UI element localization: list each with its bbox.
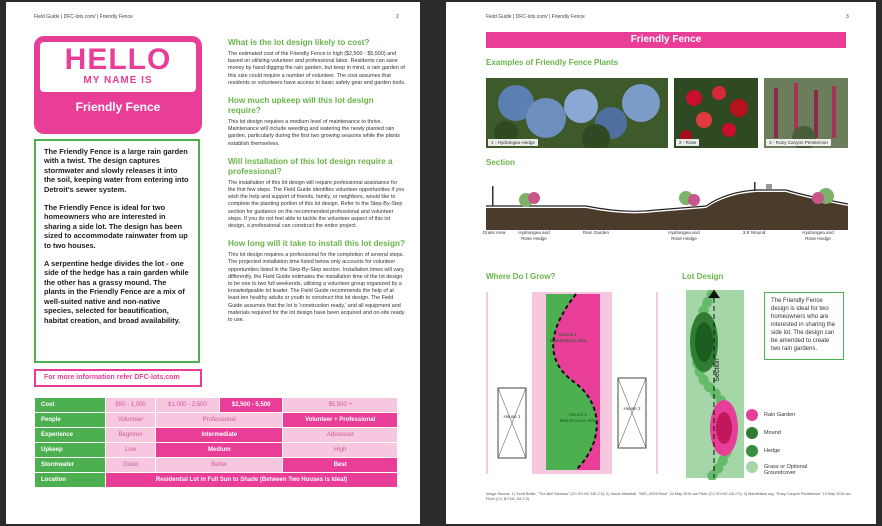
table-cell: $1,000 - 2,500 <box>156 398 219 412</box>
question-heading: How long will it take to install this lot design? <box>228 239 405 249</box>
row-label: Cost <box>35 398 105 412</box>
photo-caption: 3 - Ruby Canyon Penstemon <box>766 139 831 146</box>
section-label: Hydrangea and Rose Hedge <box>802 230 834 241</box>
legend-item <box>764 430 781 436</box>
table-row <box>35 428 397 442</box>
question-heading: What is the lot design likely to cost? <box>228 38 370 47</box>
name-tag <box>34 36 202 134</box>
qa-column <box>228 38 406 333</box>
legend-label: Hedge <box>764 448 781 454</box>
legend-label: Grass or Optional Groundcover <box>764 464 808 476</box>
description-box: The Friendly Fence design is ideal for two homeowners who are interested in sharing the side lot. The design can be amended to create two rain gardens. <box>764 292 844 360</box>
table-cell: Low <box>106 443 155 457</box>
legend-item <box>764 464 834 476</box>
section-heading: Section <box>486 158 515 167</box>
table-cell-selected: $2,500 - 5,500 <box>220 398 283 412</box>
table-cell: Advanced <box>283 428 397 442</box>
section-diagram <box>486 172 848 230</box>
table-row <box>35 413 397 427</box>
area-label: Mound 2 Maintenance area <box>559 412 597 423</box>
answer-text: This lot design requires a professional for the completion of several steps. The projected installation time listed below only accounts for volunteer opportunities listed in the Step-By-Step section. Installation times will vary, differently, the Field Guide estimates the installation time of the lot design to be one to two full weekends, utilizing a volunteer group organized by a knowledgeable lot leader. The Field Guide recommends the help of at least ten healthy adults or youth to construct this lot design. The Field Guide assumes that the lot is 'construction ready,' and all equipment and materials required for the lot design have been acquired and on-site ready to use. <box>228 252 405 324</box>
examples-heading: Examples of Friendly Fence Plants <box>486 58 619 67</box>
question-heading: How much upkeep will this lot design require? <box>228 96 374 116</box>
rose-photo <box>674 78 758 148</box>
hydrangea-photo <box>486 78 668 148</box>
my-name-is-text: MY NAME IS <box>83 75 153 86</box>
right-page <box>446 2 876 524</box>
section-label: 3.5' Mound <box>742 230 766 235</box>
penstemon-photo <box>764 78 848 148</box>
photo-caption: 2 - Rose <box>676 139 699 146</box>
table-cell-selected: Intermediate <box>156 428 282 442</box>
answer-text: The estimated cost of the Friendly Fence is high ($2,500 - $5,500) and based on utilizing volunteer and professional labor. Residents can save money by hand digging the rain garden, but keep in mind, a rain garden of this size could require a number of volunteer. The cost assumes that residents or volunteers have access to basic safety gear and garden tools. <box>228 51 406 86</box>
table-cell: High <box>283 443 397 457</box>
image-credits: Image Source: 1) Scott Butler, "The Bell Sedums" (CC BY-NC-ND 2.0); 2) Jacob Marshall, "IMG_0033 Rose" 24 May 2015 via Flickr (CC BY-NC-SA 2.0); 3) Marbleface.org, "Ruby Canyon Penstemon" 19 May 2015 via Flickr (CC BY-NC-SA 2.0). <box>486 492 851 501</box>
house-label: House 2 <box>623 406 641 411</box>
section-label: Grass Area <box>482 230 506 235</box>
table-cell: Beginner <box>106 428 155 442</box>
attributes-table <box>34 397 398 488</box>
grass-swatch <box>746 461 758 473</box>
table-cell: Good <box>106 458 155 472</box>
intro-paragraph: The Friendly Fence is ideal for two homeowners who are interested in sharing a side lot. The design has been sized to accommodate rainwater from up to two houses. <box>44 203 188 250</box>
table-cell-selected: Residential Lot in Full Sun to Shade (Between Two Houses is Ideal) <box>106 473 397 487</box>
title-band: Friendly Fence <box>486 32 846 48</box>
table-row <box>35 398 397 412</box>
lot-design-diagram <box>682 290 750 480</box>
page-number: 3 <box>846 14 849 20</box>
house-label: House 1 <box>503 414 521 419</box>
section-marker-label: Section <box>714 358 721 382</box>
section-label: Rain Garden <box>582 230 610 235</box>
row-label: Experience <box>35 428 105 442</box>
legend-label: Rain Garden <box>764 412 796 418</box>
lot-design-heading: Lot Design <box>682 272 724 281</box>
photo-caption: 1 - Hydrangea Hedge <box>488 139 538 146</box>
intro-box <box>34 139 200 363</box>
table-row <box>35 443 397 457</box>
left-page <box>6 2 420 524</box>
table-cell-selected: Medium <box>156 443 282 457</box>
table-cell-selected: Volunteer + Professional <box>283 413 397 427</box>
intro-paragraph: A serpentine hedge divides the lot - one side of the hedge has a rain garden while the other has a grassy mound. The plants in the Friendly Fence are a mix of well-suited native and non-native species, selected for beautification, habitat creation, and broad availability. <box>44 259 189 325</box>
where-heading: Where Do I Grow? <box>486 272 556 281</box>
section-label: Hydrangea and Rose Hedge <box>518 230 550 241</box>
table-row <box>35 458 397 472</box>
table-cell: $5,500 + <box>283 398 397 412</box>
table-cell: $50 - 1,000 <box>106 398 155 412</box>
table-cell-selected: Best <box>283 458 397 472</box>
answer-text: This lot design requires a medium level of maintenance to thrive. Maintenance will include weeding and watering the newly planted rain garden, particularly during the first two growing seasons while the plants establish themselves. <box>228 119 400 147</box>
page-number: 2 <box>396 14 399 20</box>
section-label: Hydrangea and Rose Hedge <box>668 230 700 241</box>
intro-paragraph: The Friendly Fence is a large rain garden with a twist. The design captures stormwater and slowly releases it into the soil, keeping water from entering into Detroit's sewer system. <box>44 147 189 194</box>
legend-item <box>764 412 795 418</box>
legend-label: Mound <box>764 430 781 436</box>
where-diagram <box>486 292 658 474</box>
more-info-link[interactable]: For more information refer DFC-lots.com <box>34 369 202 387</box>
hello-text: HELLO <box>64 43 172 76</box>
question-heading: Will installation of this lot design require a professional? <box>228 156 393 176</box>
table-cell: Volunteer <box>106 413 155 427</box>
rain-garden-swatch <box>746 409 758 421</box>
design-name: Friendly Fence <box>75 100 161 114</box>
page-header: Field Guide | DFC-lots.com/ | Friendly Fence <box>486 14 585 20</box>
table-row <box>35 473 397 487</box>
table-cell: Better <box>156 458 282 472</box>
page-header: Field Guide | DFC-lots.com/ | Friendly Fence <box>34 14 133 20</box>
row-label: Stormwater <box>35 458 105 472</box>
legend-item <box>764 448 780 454</box>
row-label: People <box>35 413 105 427</box>
answer-text: The installation of this lot design will require professional assistance for the first few steps. The Field Guide identifies volunteer opportunities if you wish the help and support of friends, family, or neighbors, would like to complete the planting portion of this lot design. Refer to the Step-By-Step section for guidance on the recommended professional and volunteer steps. If you do not feel able to tackle the volunteer aspect of this lot design, a professional can construct the entire project. <box>228 179 405 230</box>
area-label: Mound 1 Maintenance area <box>549 332 587 343</box>
row-label: Location <box>35 473 105 487</box>
mound-swatch <box>746 427 758 439</box>
row-label: Upkeep <box>35 443 105 457</box>
table-cell: Professional <box>156 413 282 427</box>
hedge-swatch <box>746 445 758 457</box>
